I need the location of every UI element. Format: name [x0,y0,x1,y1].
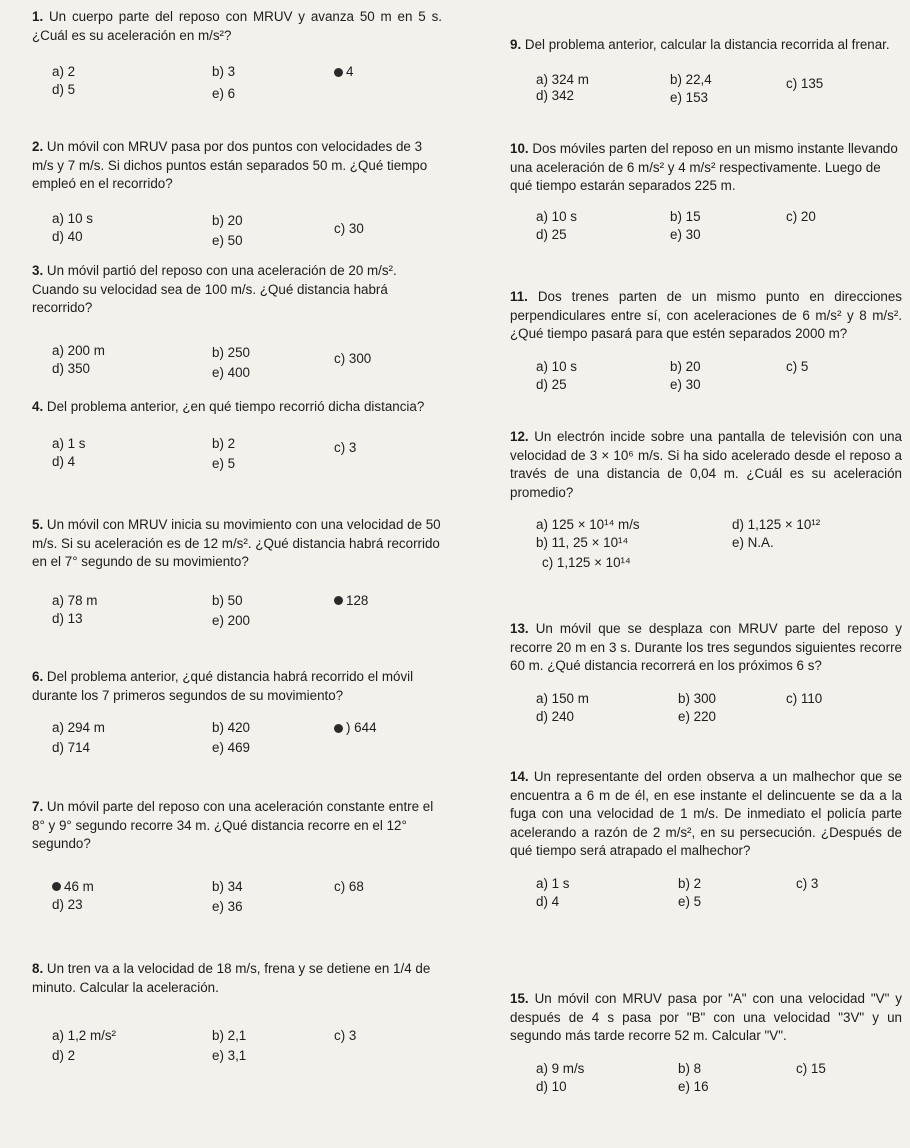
question-1 [32,8,442,103]
option-e[interactable]: e) 200 [212,612,250,628]
option-c-selected[interactable]: ) 644 [334,719,377,738]
question-11 [510,288,902,395]
options [32,435,442,472]
question-13-stem [510,620,902,676]
option-b[interactable]: b) 2,1 [212,1028,247,1043]
option-b[interactable]: b) 34 [212,878,243,894]
question-number: 15. [510,991,529,1006]
question-number: 1. [32,9,44,24]
option-d[interactable]: d) 2 [52,1048,76,1063]
option-c[interactable]: c) 68 [334,878,364,894]
option-a[interactable]: a) 1 s [52,435,86,451]
option-b[interactable]: b) 20 [670,358,701,374]
question-1-stem [32,8,442,45]
option-c-selected[interactable]: 4 [334,63,353,82]
options [32,210,442,247]
option-b[interactable]: b) 20 [212,212,243,228]
question-11-stem [510,288,902,344]
options [32,342,442,379]
question-12-stem [510,428,902,502]
question-number: 11. [510,289,528,304]
option-a[interactable]: a) 125 × 10¹⁴ m/s [536,517,640,532]
option-c[interactable]: c) 3 [334,439,357,455]
question-text: Un móvil con MRUV pasa por dos puntos con velocidades de 3 m/s y 7 m/s. Si dichos puntos están separados 50 m. ¿Qué tiempo empleó en el recorrido? [32,139,428,191]
option-d[interactable]: d) 23 [52,896,83,912]
options [510,358,902,395]
question-number: 2. [32,139,44,154]
option-d[interactable]: d) 240 [536,708,574,724]
question-text: Un tren va a la velocidad de 18 m/s, frena y se detiene en 1/4 de minuto. Calcular la aceleración. [32,961,431,995]
option-a[interactable]: a) 294 m [52,720,105,735]
option-b[interactable]: b) 15 [670,208,701,224]
option-e[interactable]: e) 153 [670,89,708,105]
question-number: 5. [32,517,44,532]
option-d[interactable]: d) 1,125 × 10¹² [732,517,821,532]
question-13 [510,620,902,727]
question-2 [32,138,442,247]
option-b[interactable]: b) 8 [678,1060,702,1076]
option-c[interactable]: c) 20 [786,208,816,224]
option-c[interactable]: c) 30 [334,220,364,236]
option-a-selected[interactable]: 46 m [52,878,94,897]
options [32,719,442,756]
option-e[interactable]: e) 400 [212,364,250,380]
question-number: 3. [32,263,44,278]
option-e[interactable]: e) 16 [678,1078,709,1094]
option-d[interactable]: d) 5 [52,82,76,97]
option-e[interactable]: e) N.A. [732,535,774,550]
option-e[interactable]: e) 3,1 [212,1048,247,1063]
question-5-stem [32,516,442,572]
options [510,71,902,108]
option-e[interactable]: e) 6 [212,86,236,101]
option-a[interactable]: a) 10 s [536,358,577,374]
question-text: Un móvil que se desplaza con MRUV parte del reposo y recorre 20 m en 3 s. Durante los tres segundos siguientes recorre 60 m. ¿Qué distancia recorrerá en los próximos 6 s? [510,621,902,673]
question-text: Un móvil partió del reposo con una aceleración de 20 m/s². Cuando su velocidad sea de 100 m/s. ¿Qué distancia habrá recorrido? [32,263,397,315]
question-number: 6. [32,669,44,684]
option-e[interactable]: e) 220 [678,708,716,724]
question-3-stem [32,262,442,318]
option-e[interactable]: e) 30 [670,376,701,392]
option-b[interactable]: b) 420 [212,720,250,735]
options [32,592,442,629]
option-b[interactable]: b) 2 [212,435,236,451]
option-e[interactable]: e) 30 [670,226,701,242]
options [32,63,442,103]
question-6-stem [32,668,442,705]
options [510,875,902,912]
question-text: Del problema anterior, ¿en qué tiempo recorrió dicha distancia? [46,399,425,414]
question-4-stem [32,398,442,417]
option-d[interactable]: d) 714 [52,740,90,755]
question-text: Dos móviles parten del reposo en un mismo instante llevando una aceleración de 6 m/s² y 4 m/s² respectivamente. Luego de qué tiempo estarán separados 225 m. [510,141,898,193]
question-number: 9. [510,37,522,52]
option-b[interactable]: b) 50 [212,592,243,608]
question-15-stem [510,990,902,1046]
option-a[interactable]: a) 78 m [52,592,98,608]
option-b[interactable]: b) 300 [678,690,716,706]
option-a[interactable]: a) 9 m/s [536,1060,585,1076]
question-9-stem [510,36,902,55]
option-b[interactable]: b) 250 [212,344,250,360]
option-c-selected[interactable]: 128 [334,592,368,611]
question-2-stem [32,138,442,194]
option-b[interactable]: b) 2 [678,875,702,891]
question-6 [32,668,442,756]
question-text: Del problema anterior, ¿qué distancia habrá recorrido el móvil durante los 7 primeros segundos de su movimiento? [32,669,414,703]
option-b[interactable]: b) 11, 25 × 10¹⁴ [536,535,629,550]
option-a[interactable]: a) 150 m [536,690,589,706]
option-c[interactable]: c) 1,125 × 10¹⁴ [542,555,631,570]
option-c[interactable]: c) 5 [786,358,809,374]
question-number: 4. [32,399,44,414]
question-14 [510,768,902,912]
option-b[interactable]: b) 22,4 [670,71,712,87]
options [510,208,902,245]
question-text: Del problema anterior, calcular la distancia recorrida al frenar. [524,37,890,52]
option-d[interactable]: d) 4 [536,893,560,909]
question-number: 8. [32,961,44,976]
option-e[interactable]: e) 5 [212,455,236,471]
right-column [500,0,910,1148]
question-text: Un móvil con MRUV inicia su movimiento con una velocidad de 50 m/s. Si su aceleración es de 12 m/s². ¿Qué distancia habrá recorrido en el 7° segundo de su movimiento? [32,517,441,569]
option-e[interactable]: e) 36 [212,898,243,914]
question-5 [32,516,442,629]
question-text: Un representante del orden observa a un malhechor que se encuentra a 6 m de él, en ese instante el delincuente se da a la fuga con una velocidad de 1 m/s. De inmediato el policía parte acelerando a razón de 2 m/s², en su persecución. ¿Después de qué tiempo será atrapado el malhechor? [510,769,902,858]
option-c[interactable]: c) 300 [334,350,372,366]
options [32,1027,442,1064]
option-c[interactable]: c) 135 [786,75,824,91]
options [510,690,902,727]
question-number: 14. [510,769,529,784]
question-9 [510,36,902,108]
option-a[interactable]: a) 10 s [536,208,577,224]
option-d[interactable]: d) 25 [536,226,567,242]
question-text: Dos trenes parten de un mismo punto en direcciones perpendiculares entre sí, con aceleraciones de 6 m/s² y 8 m/s². ¿Qué tiempo pasará para que estén separados 2000 m? [510,289,902,341]
option-c[interactable]: c) 3 [334,1028,357,1043]
option-a[interactable]: a) 324 m [536,71,589,87]
option-a[interactable]: a) 10 s [52,210,93,226]
option-d[interactable]: d) 350 [52,360,90,376]
question-12 [510,428,902,572]
option-a[interactable]: a) 1 s [536,875,570,891]
question-4 [32,398,442,472]
options [510,516,902,572]
option-d[interactable]: d) 342 [536,87,574,103]
option-e[interactable]: e) 469 [212,740,250,755]
question-8 [32,960,442,1064]
options [32,878,442,915]
question-8-stem [32,960,442,997]
option-a[interactable]: a) 1,2 m/s² [52,1028,116,1043]
option-d[interactable]: d) 4 [52,453,76,469]
option-d[interactable]: d) 10 [536,1078,567,1094]
question-number: 7. [32,799,44,814]
question-7-stem [32,798,442,854]
question-number: 12. [510,429,529,444]
option-b[interactable]: b) 3 [212,64,236,79]
option-a[interactable]: a) 200 m [52,342,105,358]
option-a[interactable]: a) 2 [52,64,76,79]
question-text: Un móvil con MRUV pasa por "A" con una velocidad "V" y después de 4 s pasa por "B" con una velocidad "3V" y un segundo más tarde recorre 52 m. Calcular "V". [510,991,902,1043]
question-number: 10. [510,141,529,156]
question-text: Un móvil parte del reposo con una aceleración constante entre el 8° y 9° segundo recorre 34 m. ¿Qué distancia recorre en el 12° segundo? [32,799,434,851]
option-c[interactable]: c) 110 [786,690,823,706]
question-15 [510,990,902,1097]
option-d[interactable]: d) 13 [52,610,83,626]
question-text: Un cuerpo parte del reposo con MRUV y avanza 50 m en 5 s. ¿Cuál es su aceleración en m/s²? [32,9,442,43]
option-c[interactable]: c) 15 [796,1060,826,1076]
question-10 [510,140,902,245]
question-10-stem [510,140,902,196]
option-d[interactable]: d) 40 [52,228,83,244]
question-3 [32,262,442,379]
question-14-stem [510,768,902,861]
question-7 [32,798,442,915]
option-e[interactable]: e) 50 [212,232,243,248]
question-text: Un electrón incide sobre una pantalla de televisión con una velocidad de 3 × 10⁶ m/s. Si ha sido acelerado desde el reposo a través de una distancia de 0,04 m. ¿Cuál es su aceleración promedio? [510,429,902,500]
option-c[interactable]: c) 3 [796,875,819,891]
option-e[interactable]: e) 5 [678,893,702,909]
options [510,1060,902,1097]
option-d[interactable]: d) 25 [536,376,567,392]
question-number: 13. [510,621,529,636]
